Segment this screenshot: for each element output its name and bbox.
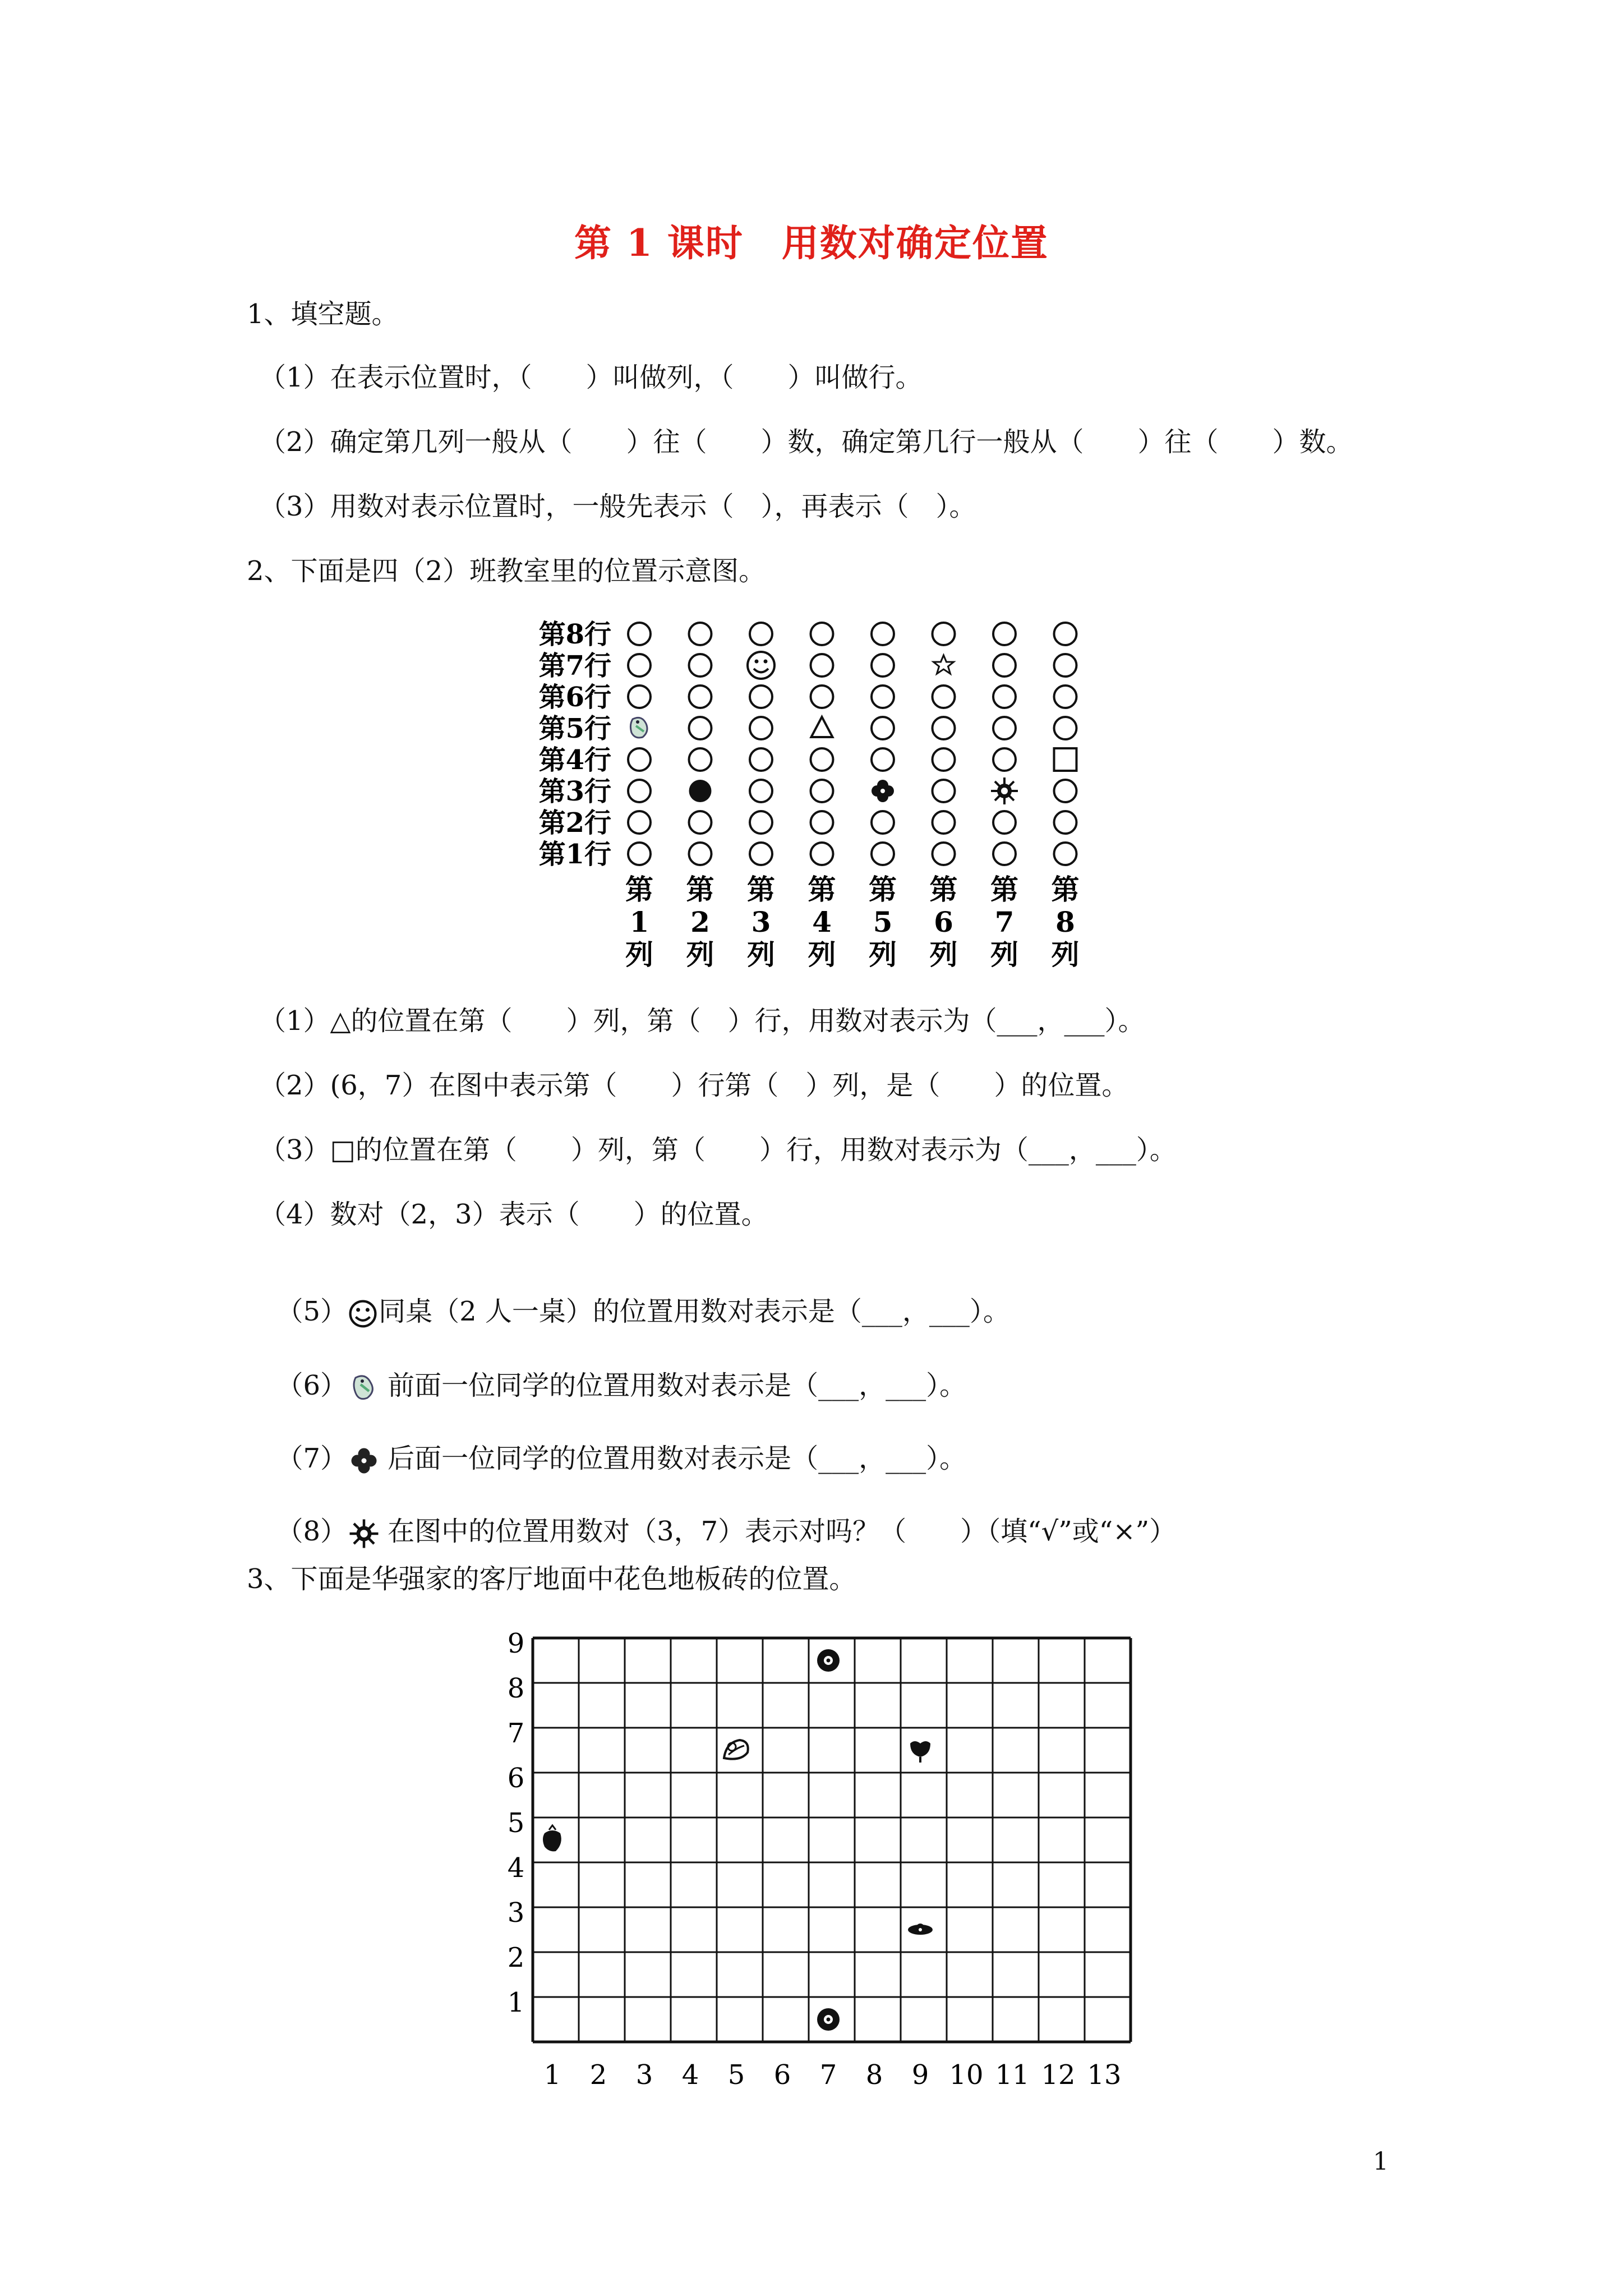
y-axis-label: 1	[507, 1987, 525, 2018]
x-axis-label: 1	[543, 2059, 561, 2091]
q2-item-3: （3）□的位置在第（ ）列，第（ ）行，用数对表示为（___，___）。	[259, 1134, 1177, 1166]
seat-circle	[811, 811, 833, 834]
q2-item-5-number: （5）	[276, 1296, 348, 1327]
y-axis-label: 4	[507, 1852, 525, 1884]
seat-circle	[1054, 717, 1077, 739]
seat-circle	[689, 717, 712, 739]
triangle-icon	[811, 717, 833, 737]
x-axis-label: 12	[1041, 2059, 1076, 2091]
berry-icon	[543, 1825, 561, 1851]
flower-icon	[872, 780, 894, 802]
seat-circle	[750, 843, 772, 865]
seat-circle	[811, 748, 833, 771]
column-label: 第	[625, 873, 653, 906]
column-label: 第	[1051, 873, 1080, 906]
x-axis-label: 7	[819, 2059, 837, 2091]
seat-circle	[689, 654, 712, 677]
seat-circle	[993, 717, 1016, 739]
x-axis-label: 9	[911, 2059, 929, 2091]
seat-circle	[811, 623, 833, 645]
smiley-icon	[347, 1298, 379, 1329]
seat-circle	[628, 685, 651, 708]
q2-heading: 2、下面是四（2）班教室里的位置示意图。	[247, 555, 766, 587]
column-label: 6	[934, 905, 953, 938]
q2-item-6	[259, 1335, 966, 1405]
seat-circle	[689, 811, 712, 834]
seat-circle	[1054, 811, 1077, 834]
seat-circle	[933, 748, 955, 771]
y-axis-label: 9	[507, 1628, 525, 1659]
seat-circle	[933, 685, 955, 708]
seat-circle	[750, 748, 772, 771]
column-label: 列	[929, 938, 958, 971]
seat-circle	[933, 843, 955, 865]
seat-circle	[628, 843, 651, 865]
seat-circle	[1054, 654, 1077, 677]
filled-circle-icon	[689, 780, 712, 802]
seat-circle	[628, 654, 651, 677]
x-axis-label: 11	[995, 2059, 1030, 2091]
row-label: 第6行	[538, 682, 611, 713]
seat-circle	[689, 748, 712, 771]
q2-item-7-text: 后面一位同学的位置用数对表示是（___，___）。	[388, 1443, 967, 1474]
seat-circle	[628, 748, 651, 771]
q3-heading: 3、下面是华强家的客厅地面中花色地板砖的位置。	[247, 1563, 856, 1595]
row-label: 第8行	[538, 619, 611, 650]
bird-icon	[630, 717, 647, 738]
seat-circle	[933, 717, 955, 739]
classroom-seat-chart	[522, 606, 1110, 987]
q2-item-8-text: 在图中的位置用数对（3，7）表示对吗？（ ）（填“√”或“×”）	[388, 1516, 1177, 1547]
page-title: 第 1 课时 用数对确定位置	[574, 221, 1049, 265]
seat-circle	[933, 811, 955, 834]
q2-item-5	[259, 1261, 1010, 1329]
column-label: 7	[994, 905, 1015, 938]
x-axis-label: 5	[727, 2059, 745, 2091]
round-flower-icon	[817, 2008, 840, 2031]
square-icon	[1054, 748, 1077, 771]
sun-icon	[347, 1517, 381, 1550]
q2-item-2: （2）(6，7）在图中表示第（ ）行第（ ）列，是（ ）的位置。	[259, 1070, 1129, 1101]
q2-item-4: （4）数对（2，3）表示（ ）的位置。	[259, 1199, 768, 1230]
x-axis-label: 4	[681, 2059, 699, 2091]
seat-circle	[872, 811, 894, 834]
column-label: 列	[990, 938, 1018, 971]
q2-item-5-text: 同桌（2 人一桌）的位置用数对表示是（___，___）。	[379, 1296, 1010, 1327]
q1-heading: 1、填空题。	[247, 298, 399, 330]
column-label: 列	[686, 938, 714, 971]
y-axis-label: 5	[507, 1807, 525, 1839]
x-axis-label: 13	[1087, 2059, 1122, 2091]
seat-circle	[933, 623, 955, 645]
seat-circle	[993, 685, 1016, 708]
seat-circle	[993, 623, 1016, 645]
seat-circle	[811, 685, 833, 708]
seat-circle	[1054, 623, 1077, 645]
column-label: 4	[812, 905, 832, 938]
row-label: 第7行	[538, 650, 611, 682]
leaf-flower-icon	[724, 1740, 748, 1759]
q2-item-7-number: （7）	[276, 1443, 348, 1474]
seat-circle	[628, 780, 651, 802]
y-axis-label: 7	[507, 1718, 525, 1749]
q2-item-6-text: 前面一位同学的位置用数对表示是（___，___）。	[388, 1370, 967, 1401]
round-flower-icon	[817, 1649, 840, 1672]
column-label: 列	[808, 938, 836, 971]
column-label: 列	[747, 938, 775, 971]
q2-item-8-number: （8）	[276, 1516, 348, 1547]
seat-circle	[872, 654, 894, 677]
small-flower-icon	[908, 1924, 933, 1935]
q2-item-6-number: （6）	[276, 1370, 348, 1401]
sun-icon	[991, 777, 1018, 804]
q2-item-7	[259, 1408, 966, 1478]
column-label: 列	[869, 938, 897, 971]
flower-icon	[347, 1444, 381, 1478]
column-label: 2	[690, 905, 710, 938]
seat-circle	[750, 717, 772, 739]
seat-circle	[628, 623, 651, 645]
x-axis-label: 2	[589, 2059, 607, 2091]
q1-item-3: （3）用数对表示位置时，一般先表示（ ），再表示（ ）。	[259, 491, 976, 522]
seat-circle	[993, 748, 1016, 771]
x-axis-label: 8	[865, 2059, 883, 2091]
seat-circle	[689, 623, 712, 645]
column-label: 1	[629, 905, 649, 938]
page-number: 1	[1373, 2147, 1389, 2176]
seat-circle	[750, 623, 772, 645]
q2-item-1: （1）△的位置在第（ ）列，第（ ）行，用数对表示为（___，___）。	[259, 1005, 1145, 1037]
seat-circle	[993, 654, 1016, 677]
row-label: 第1行	[538, 839, 611, 870]
seat-circle	[1054, 685, 1077, 708]
column-label: 列	[625, 938, 653, 971]
q1-item-2: （2）确定第几列一般从（ ）往（ ）数，确定第几行一般从（ ）往（ ）数。	[259, 426, 1353, 458]
seat-circle	[872, 748, 894, 771]
column-label: 第	[686, 873, 714, 906]
seat-circle	[933, 780, 955, 802]
row-label: 第2行	[538, 807, 611, 839]
seat-circle	[1054, 780, 1077, 802]
seat-circle	[811, 843, 833, 865]
seat-circle	[872, 685, 894, 708]
seat-circle	[872, 623, 894, 645]
column-label: 第	[869, 873, 897, 906]
column-label: 5	[873, 905, 893, 938]
seat-circle	[872, 717, 894, 739]
seat-circle	[750, 685, 772, 708]
row-label: 第5行	[538, 713, 611, 744]
seat-circle	[872, 843, 894, 865]
seat-circle	[993, 843, 1016, 865]
star-icon	[934, 655, 954, 674]
y-axis-label: 3	[507, 1897, 525, 1929]
smiley-icon	[748, 652, 774, 679]
row-label: 第4行	[538, 744, 611, 776]
seat-circle	[811, 654, 833, 677]
q1-item-1: （1）在表示位置时，（ ）叫做列，（ ）叫做行。	[259, 362, 923, 393]
column-label: 第	[808, 873, 836, 906]
seat-circle	[750, 780, 772, 802]
seat-circle	[689, 843, 712, 865]
tulip-icon	[910, 1741, 930, 1763]
seat-circle	[689, 685, 712, 708]
seat-circle	[993, 811, 1016, 834]
y-axis-label: 6	[507, 1763, 525, 1794]
row-label: 第3行	[538, 776, 611, 807]
column-label: 8	[1055, 905, 1075, 938]
column-label: 列	[1051, 938, 1080, 971]
q2-item-8	[259, 1481, 1176, 1550]
x-axis-label: 3	[635, 2059, 653, 2091]
seat-circle	[1054, 843, 1077, 865]
seat-circle	[811, 780, 833, 802]
x-axis-label: 6	[773, 2059, 791, 2091]
y-axis-label: 2	[507, 1942, 525, 1973]
seat-circle	[628, 811, 651, 834]
column-label: 第	[747, 873, 775, 906]
column-label: 第	[929, 873, 958, 906]
column-label: 第	[990, 873, 1018, 906]
y-axis-label: 8	[507, 1673, 525, 1704]
floor-tile-grid	[482, 1627, 1144, 2109]
column-label: 3	[751, 905, 771, 938]
seat-circle	[750, 811, 772, 834]
x-axis-label: 10	[949, 2059, 984, 2091]
bird-icon	[347, 1371, 381, 1405]
